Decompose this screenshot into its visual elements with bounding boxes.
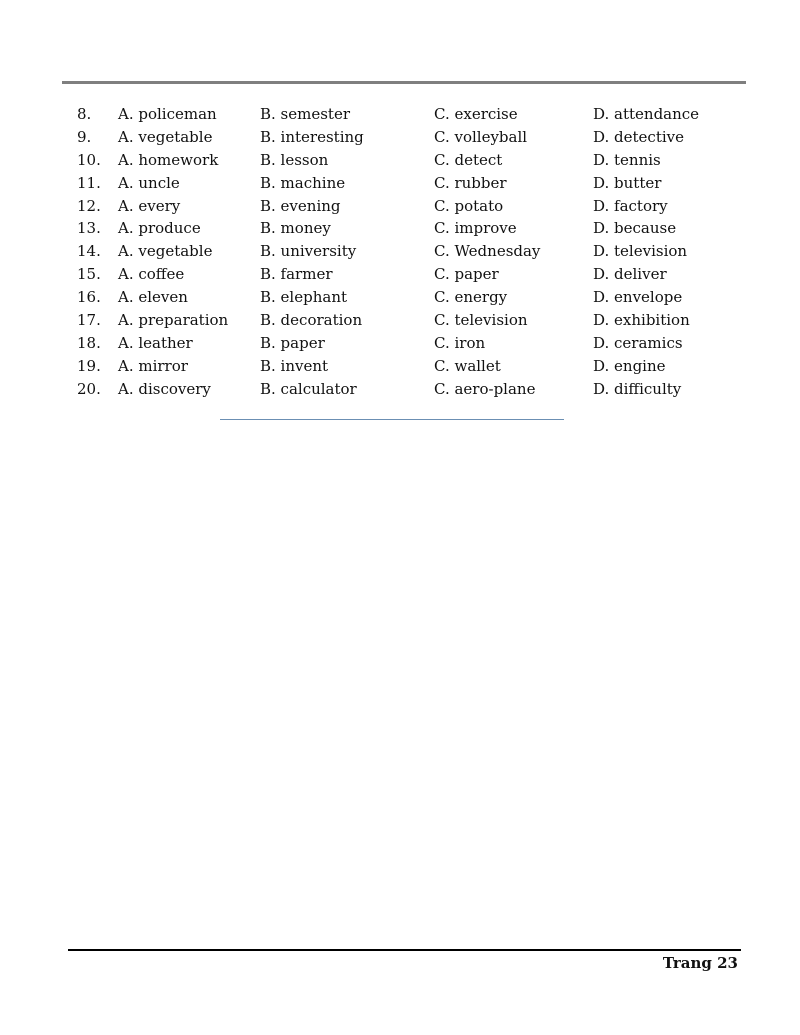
option-c: C. potato xyxy=(434,196,504,215)
option-b: B. interesting xyxy=(260,127,364,146)
option-b: B. machine xyxy=(260,173,346,192)
option-c: C. Wednesday xyxy=(434,242,541,261)
option-b: B. semester xyxy=(260,105,351,123)
option-d: D. tennis xyxy=(593,150,661,169)
option-b: B. lesson xyxy=(260,150,329,169)
option-a: A. mirror xyxy=(118,356,188,375)
option-c: C. volleyball xyxy=(434,127,528,146)
question-number: 15. xyxy=(77,265,101,284)
option-b: B. evening xyxy=(260,196,341,215)
option-c: C. rubber xyxy=(434,173,507,192)
question-number: 14. xyxy=(77,242,101,261)
section-end-divider xyxy=(220,419,564,420)
question-number: 9. xyxy=(77,127,92,146)
option-a: A. discovery xyxy=(118,379,211,398)
option-d: D. television xyxy=(593,242,688,261)
question-list xyxy=(0,103,800,401)
option-a: A. produce xyxy=(118,219,201,238)
question-row xyxy=(0,195,800,218)
question-number: 18. xyxy=(77,333,101,352)
option-a: A. leather xyxy=(118,333,193,352)
option-d: D. difficulty xyxy=(593,379,682,398)
option-b: B. decoration xyxy=(260,311,363,330)
question-row xyxy=(0,126,800,149)
question-number: 16. xyxy=(77,288,101,307)
option-b: B. university xyxy=(260,242,357,261)
option-a: A. every xyxy=(118,196,181,215)
option-b: B. elephant xyxy=(260,288,348,307)
option-c: C. wallet xyxy=(434,356,501,375)
question-row xyxy=(0,217,800,240)
option-c: C. exercise xyxy=(434,105,518,123)
option-a: A. eleven xyxy=(118,288,188,307)
option-c: C. improve xyxy=(434,219,517,238)
option-c: C. energy xyxy=(434,288,508,307)
option-a: A. preparation xyxy=(118,311,229,330)
question-row xyxy=(0,149,800,172)
option-c: C. detect xyxy=(434,150,503,169)
option-d: D. exhibition xyxy=(593,311,690,330)
option-b: B. calculator xyxy=(260,379,357,398)
option-a: A. homework xyxy=(118,150,219,169)
option-d: D. envelope xyxy=(593,288,683,307)
footer-divider xyxy=(68,949,741,951)
question-row xyxy=(0,378,800,401)
question-row xyxy=(0,309,800,332)
option-d: D. because xyxy=(593,219,677,238)
question-row xyxy=(0,240,800,263)
page-number: Trang 23 xyxy=(662,954,738,972)
option-a: A. vegetable xyxy=(118,127,213,146)
option-a: A. uncle xyxy=(118,173,180,192)
option-d: D. ceramics xyxy=(593,333,683,352)
question-number: 12. xyxy=(77,196,101,215)
option-a: A. policeman xyxy=(118,105,217,123)
question-number: 20. xyxy=(77,379,101,398)
option-b: B. money xyxy=(260,219,331,238)
question-row xyxy=(0,332,800,355)
option-b: B. farmer xyxy=(260,265,333,284)
option-c: C. paper xyxy=(434,265,499,284)
question-number: 19. xyxy=(77,356,101,375)
option-b: B. paper xyxy=(260,333,325,352)
option-b: B. invent xyxy=(260,356,329,375)
option-d: D. engine xyxy=(593,356,666,375)
option-c: C. iron xyxy=(434,333,486,352)
question-row xyxy=(0,286,800,309)
question-row xyxy=(0,263,800,286)
question-number: 13. xyxy=(77,219,101,238)
option-a: A. coffee xyxy=(118,265,185,284)
option-d: D. detective xyxy=(593,127,684,146)
option-d: D. butter xyxy=(593,173,662,192)
question-number: 8. xyxy=(77,105,92,123)
option-c: C. television xyxy=(434,311,528,330)
question-row xyxy=(0,103,800,126)
question-number: 11. xyxy=(77,173,101,192)
question-number: 10. xyxy=(77,150,101,169)
question-number: 17. xyxy=(77,311,101,330)
option-c: C. aero-plane xyxy=(434,379,536,398)
option-d: D. factory xyxy=(593,196,668,215)
question-row xyxy=(0,172,800,195)
header-divider xyxy=(62,81,746,84)
option-d: D. attendance xyxy=(593,105,700,123)
option-d: D. deliver xyxy=(593,265,667,284)
question-row xyxy=(0,355,800,378)
option-a: A. vegetable xyxy=(118,242,213,261)
